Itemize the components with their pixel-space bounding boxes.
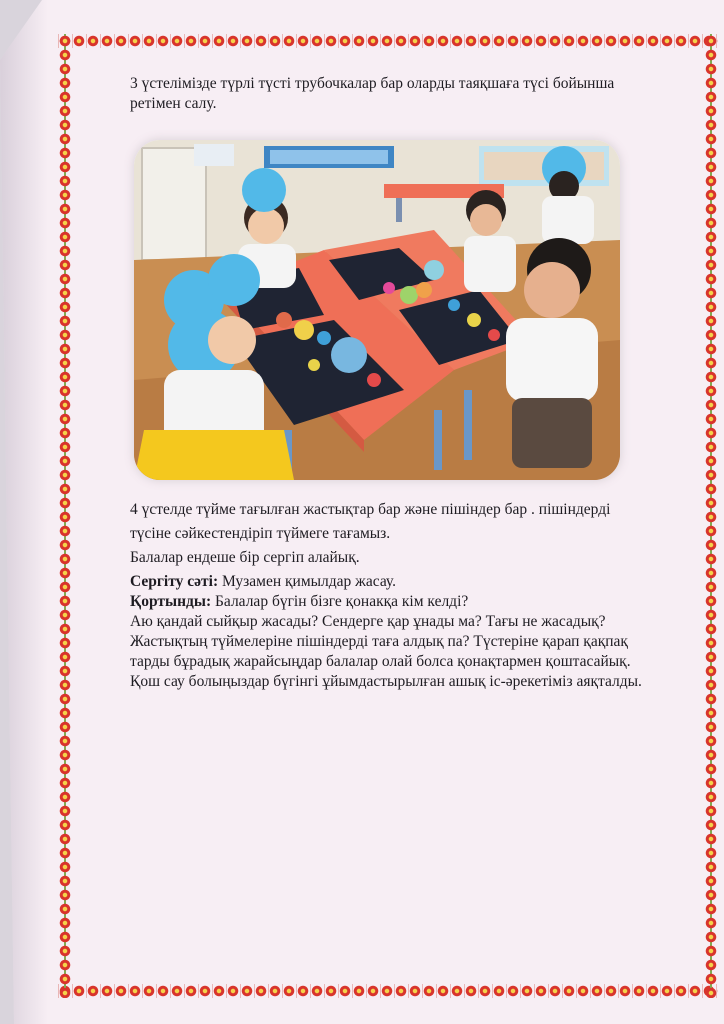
paragraph-table-four bbox=[130, 500, 700, 692]
paragraph-table-three bbox=[130, 74, 675, 114]
qorytyndy-text: Балалар бүгін бізге қонакқа кім келді? bbox=[211, 593, 469, 610]
qorytyndy-label: Қортынды: bbox=[130, 593, 212, 610]
ornamental-border-bottom bbox=[58, 984, 718, 998]
text-line: 4 үстелде түйме тағылған жастықтар бар және пішіндер бар . пішіндерді bbox=[130, 501, 611, 518]
qorytyndy-line bbox=[130, 592, 700, 612]
text-line: Жастықтың түймелеріне пішіндерді таға алдық па? Түстеріне қарап қақпақ bbox=[130, 633, 628, 650]
sergitu-text: Музамен қимылдар жасау. bbox=[218, 573, 396, 590]
sergitu-label: Сергіту сәті: bbox=[130, 573, 219, 590]
text-line: тарды бұрадық жарайсыңдар балалар олай болса қонақтармен қоштасайық. bbox=[130, 653, 631, 670]
text-line: Қош сау болыңыздар бүгінгі ұйымдастырылған ашық іс-әрекетіміз аяқталды. bbox=[130, 673, 642, 690]
text-line: Балалар ендеше бір сергіп алайық. bbox=[130, 549, 360, 566]
text-line: 3 үстелімізде түрлі түсті трубочкалар бар оларды таяқшаға түсі бойынша bbox=[130, 75, 615, 92]
sergitu-line bbox=[130, 572, 700, 592]
ornamental-border-top bbox=[58, 34, 718, 48]
text-line: Аю қандай сыйқыр жасады? Сендерге қар ұнады ма? Тағы не жасадық? bbox=[130, 613, 606, 630]
page-edge-shadow bbox=[0, 0, 48, 1024]
ornamental-border-right bbox=[704, 34, 718, 998]
ornamental-border-left bbox=[58, 34, 72, 998]
text-line: түсіне сәйкестендіріп түймеге тағамыз. bbox=[130, 525, 391, 542]
text-line: ретімен салу. bbox=[130, 95, 217, 112]
classroom-photo bbox=[134, 140, 620, 480]
classroom-photo-illustration bbox=[134, 140, 620, 480]
